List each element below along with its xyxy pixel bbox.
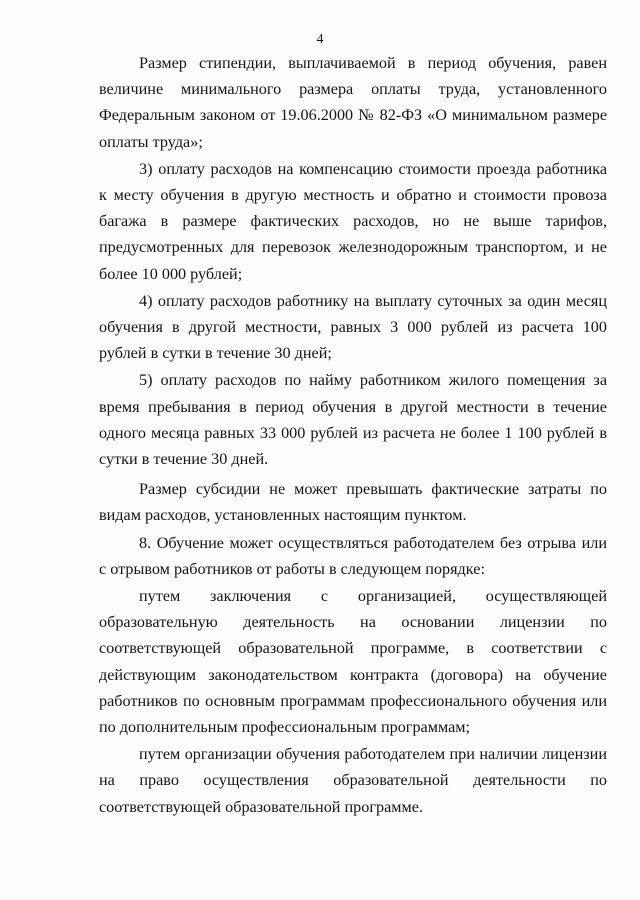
- paragraph-item-3-travel-costs: 3) оплату расходов на компенсацию стоимости проезда работника к месту обучения в другую местность и обратно и стоимости провоза багажа в размере фактических расходов, но не выше тарифов, предусмотренных для перевозок железнодорожным транспортом, и не более 10 000 рублей;: [99, 159, 607, 283]
- paragraph-item-5-housing-costs: 5) оплату расходов по найму работником жилого помещения за время пребывания в период обучения в другой местности в течение одного месяца равных 33 000 рублей из расчета не более 1 100 рублей в сутки в течение 30 дней.: [99, 371, 607, 469]
- paragraph-scholarship-size: Размер стипендии, выплачиваемой в период обучения, равен величине минимального размера оплаты труда, установленного Федеральным законом от 19.06.2000 № 82-ФЗ «О минимальном размере оплаты труда»;: [99, 54, 607, 151]
- paragraph-training-by-employer: путем организации обучения работодателем при наличии лицензии на право осуществления образовательной деятельности по соответствующей образовательной программе.: [99, 745, 607, 816]
- paragraph-item-4-daily-allowance: 4) оплату расходов работнику на выплату суточных за один месяц обучения в другой местности, равных 3 000 рублей из расчета 100 рублей в сутки в течение 30 дней;: [99, 291, 607, 363]
- paragraph-item-8-training-order: 8. Обучение может осуществляться работодателем без отрыва или с отрывом работников от работы в следующем порядке:: [99, 533, 607, 578]
- document-body: [99, 50, 607, 820]
- paragraph-subsidy-limit: Размер субсидии не может превышать фактические затраты по видам расходов, установленных настоящим пунктом.: [99, 480, 607, 525]
- paragraph-training-by-contract: путем заключения с организацией, осуществляющей образовательную деятельность на основании лицензии по соответствующей образовательной программе, в соответствии с действующим законодательством контракта (договора) на обучение работников по основным программам профессионального обучения или по дополнительным профессиональным программам;: [99, 587, 607, 737]
- page-number: 4: [316, 32, 324, 47]
